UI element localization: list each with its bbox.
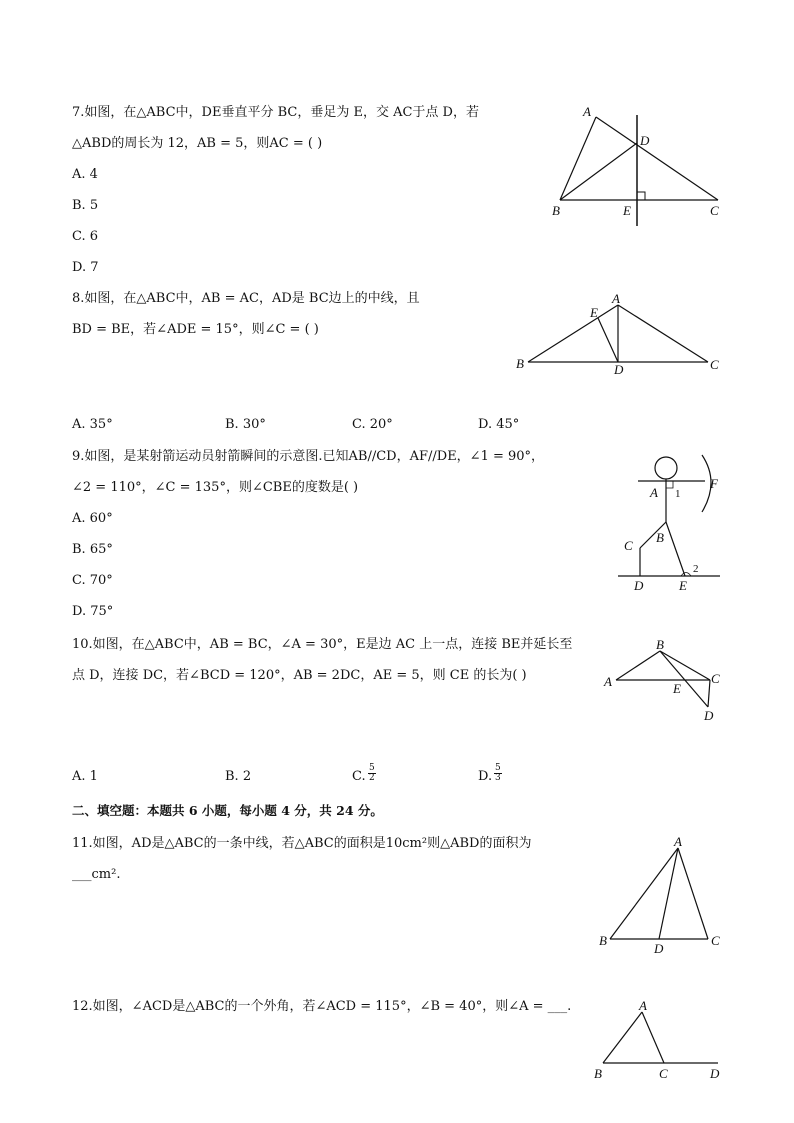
q10-label-b: B [656, 637, 664, 652]
q10-option-d-fraction [494, 764, 502, 783]
q10-option-c-numerator: 5 [369, 763, 375, 773]
q9-label-c: C [624, 538, 633, 553]
q12-label-d: D [710, 1066, 720, 1081]
q11-figure [590, 830, 730, 960]
q8-stem-line1: 8.如图，在△ABC中，AB = AC，AD是 BC边上的中线，且 [72, 291, 420, 306]
q10-figure [600, 635, 735, 725]
q9-stem-line2: ∠2 = 110°，∠C = 135°，则∠CBE的度数是( ) [72, 480, 359, 495]
q7-stem-line1: 7.如图，在△ABC中，DE垂直平分 BC，垂足为 E，交 AC于点 D，若 [72, 105, 479, 120]
q7-label-e: E [623, 203, 631, 218]
q9-label-d: D [634, 578, 644, 593]
q9-label-angle1: 1 [675, 488, 681, 500]
q9-figure [610, 450, 740, 595]
q11-label-a: A [674, 834, 682, 849]
q12-label-a: A [639, 998, 647, 1013]
q8-label-a: A [612, 291, 620, 306]
q10-option-c[interactable]: C. [352, 769, 366, 784]
q7-label-d: D [640, 133, 650, 148]
q7-option-c[interactable]: C. 6 [72, 229, 99, 244]
q12-figure [590, 995, 730, 1085]
q8-option-b[interactable]: B. 30° [225, 417, 266, 432]
q9-label-f: F [710, 476, 718, 491]
section-heading-fill-in: 二、填空题：本题共 6 小题，每小题 4 分，共 24 分。 [72, 803, 383, 818]
q7-label-a: A [583, 104, 591, 119]
q9-label-e: E [679, 578, 687, 593]
q7-option-a[interactable]: A. 4 [72, 167, 98, 182]
q10-label-c: C [711, 671, 720, 686]
q10-option-d-numerator: 5 [495, 763, 501, 773]
q11-label-c: C [711, 933, 720, 948]
q8-option-a[interactable]: A. 35° [72, 417, 113, 432]
q10-option-d-denominator: 3 [495, 773, 501, 783]
q8-label-d: D [614, 362, 624, 377]
q10-stem-line2: 点 D，连接 DC，若∠BCD = 120°，AB = 2DC，AE = 5，则 CE 的长为( ) [72, 668, 527, 683]
q11-stem-line1: 11.如图，AD是△ABC的一条中线，若△ABC的面积是10cm²则△ABD的面积为 [72, 836, 532, 851]
q9-option-a[interactable]: A. 60° [72, 511, 113, 526]
q8-option-d[interactable]: D. 45° [478, 417, 520, 432]
q8-label-e: E [590, 305, 598, 320]
q9-option-d[interactable]: D. 75° [72, 604, 114, 619]
q12-stem: 12.如图，∠ACD是△ABC的一个外角，若∠ACD = 115°，∠B = 40°，则∠A = ___. [72, 999, 572, 1014]
q11-label-d: D [654, 941, 664, 956]
q10-option-b[interactable]: B. 2 [225, 769, 252, 784]
q9-option-b[interactable]: B. 65° [72, 542, 113, 557]
q8-figure [510, 290, 735, 380]
q9-label-angle2: 2 [693, 563, 699, 575]
q7-option-d[interactable]: D. 7 [72, 260, 99, 275]
q12-label-b: B [594, 1066, 602, 1081]
q10-option-d[interactable]: D. [478, 769, 493, 784]
q8-label-c: C [710, 357, 719, 372]
q10-label-d: D [704, 708, 714, 723]
q8-stem-line2: BD = BE，若∠ADE = 15°，则∠C = ( ) [72, 322, 319, 337]
q10-option-a[interactable]: A. 1 [72, 769, 98, 784]
q10-option-c-fraction [368, 764, 376, 783]
q7-label-b: B [552, 203, 560, 218]
q7-label-c: C [710, 203, 719, 218]
q9-label-a: A [650, 485, 658, 500]
q12-label-c: C [659, 1066, 668, 1081]
q10-label-e: E [673, 681, 681, 696]
q11-stem-line2: ___cm². [72, 867, 121, 882]
q9-option-c[interactable]: C. 70° [72, 573, 113, 588]
q7-stem-line2: △ABD的周长为 12，AB = 5，则AC = ( ) [72, 136, 323, 151]
q10-label-a: A [604, 674, 612, 689]
q9-label-b: B [656, 530, 664, 545]
q8-option-c[interactable]: C. 20° [352, 417, 393, 432]
q7-figure [540, 100, 740, 225]
q9-stem-line1: 9.如图，是某射箭运动员射箭瞬间的示意图.已知AB//CD，AF//DE，∠1 = 90°， [72, 449, 545, 464]
q7-option-b[interactable]: B. 5 [72, 198, 99, 213]
q10-stem-line1: 10.如图，在△ABC中，AB = BC，∠A = 30°，E是边 AC 上一点，连接 BE并延长至 [72, 637, 573, 652]
q8-label-b: B [516, 356, 524, 371]
q11-label-b: B [599, 933, 607, 948]
q10-option-c-denominator: 2 [369, 773, 375, 783]
